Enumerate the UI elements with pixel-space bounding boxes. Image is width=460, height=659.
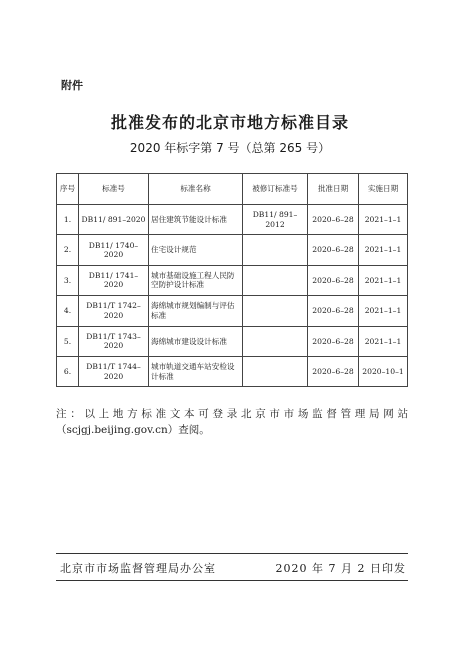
header-standard-name: 标准名称 (149, 174, 243, 205)
header-index: 序号 (57, 174, 79, 205)
footnote: 注：以上地方标准文本可登录北京市市场监督管理局网站（scjgj.beijing.gov.cn）查阅。 (56, 408, 408, 436)
cell-replaced-standard (243, 265, 308, 295)
cell-index: 6. (57, 356, 79, 386)
cell-index: 1. (57, 205, 79, 235)
cell-approval-date: 2020–6–28 (308, 205, 359, 235)
cell-standard-name: 城市轨道交通车站安检设计标准 (149, 356, 243, 386)
cell-index: 4. (57, 296, 79, 326)
table-row (57, 235, 408, 265)
footer-top-rule (56, 553, 408, 554)
cell-standard-name: 海绵城市建设设计标准 (149, 326, 243, 356)
cell-standard-number: DB11/T 1744–2020 (79, 356, 149, 386)
cell-standard-name: 城市基础设施工程人民防空防护设计标准 (149, 265, 243, 295)
cell-standard-number: DB11/ 1741–2020 (79, 265, 149, 295)
document-subtitle: 2020 年标字第 7 号（总第 265 号） (129, 141, 331, 155)
table-row (57, 296, 408, 326)
cell-standard-number: DB11/T 1743–2020 (79, 326, 149, 356)
cell-index: 2. (57, 235, 79, 265)
cell-standard-number: DB11/T 1742–2020 (79, 296, 149, 326)
issuing-office: 北京市市场监督管理局办公室 (60, 562, 216, 575)
cell-replaced-standard (243, 326, 308, 356)
cell-replaced-standard (243, 296, 308, 326)
issue-date: 2020 年 7 月 2 日印发 (275, 562, 406, 575)
header-replaced-standard: 被修订标准号 (243, 174, 308, 205)
cell-effective-date: 2021–1–1 (359, 205, 408, 235)
cell-effective-date: 2021–1–1 (359, 326, 408, 356)
header-approval-date: 批准日期 (308, 174, 359, 205)
table-row (57, 265, 408, 295)
cell-approval-date: 2020–6–28 (308, 356, 359, 386)
cell-approval-date: 2020–6–28 (308, 326, 359, 356)
cell-index: 5. (57, 326, 79, 356)
footer-bottom-rule (56, 580, 408, 581)
cell-standard-name: 住宅设计规范 (149, 235, 243, 265)
cell-standard-name: 居住建筑节能设计标准 (149, 205, 243, 235)
cell-effective-date: 2021–1–1 (359, 265, 408, 295)
cell-effective-date: 2020–10–1 (359, 356, 408, 386)
cell-standard-name: 海绵城市规划编制与评估标准 (149, 296, 243, 326)
document-title: 批准发布的北京市地方标准目录 (110, 113, 349, 132)
cell-replaced-standard (243, 356, 308, 386)
cell-effective-date: 2021–1–1 (359, 235, 408, 265)
table-row (57, 356, 408, 386)
cell-replaced-standard (243, 235, 308, 265)
table-row (57, 205, 408, 235)
table-header-row (57, 174, 408, 205)
header-effective-date: 实施日期 (359, 174, 408, 205)
cell-approval-date: 2020–6–28 (308, 296, 359, 326)
cell-effective-date: 2021–1–1 (359, 296, 408, 326)
cell-approval-date: 2020–6–28 (308, 235, 359, 265)
table-row (57, 326, 408, 356)
attachment-label: 附件 (61, 79, 83, 92)
cell-replaced-standard: DB11/ 891–2012 (243, 205, 308, 235)
standards-table (56, 173, 408, 387)
header-standard-number: 标准号 (79, 174, 149, 205)
cell-approval-date: 2020–6–28 (308, 265, 359, 295)
cell-standard-number: DB11/ 1740–2020 (79, 235, 149, 265)
cell-index: 3. (57, 265, 79, 295)
cell-standard-number: DB11/ 891–2020 (79, 205, 149, 235)
